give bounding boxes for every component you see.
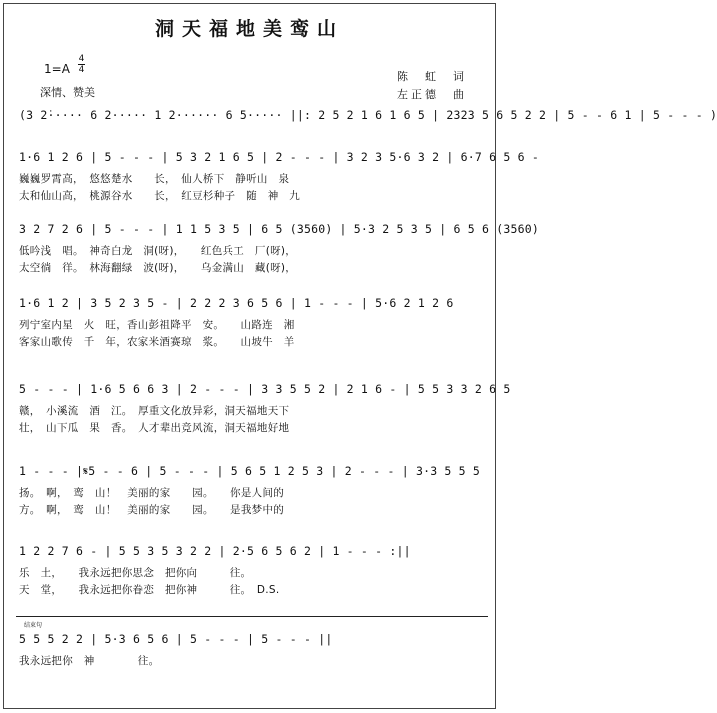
lyricist-credit: 陈 虹 词 (397, 70, 467, 83)
system-1 (19, 108, 717, 122)
notation-line: 5 5 5 2 2 | 5·3 6 5 6 | 5 - - - | 5 - - - || (19, 632, 333, 646)
lyric-verse-1: 列宁室内星 火 旺，香山彭祖降平 安。 山路连 湘 (19, 319, 295, 331)
coda-bracket (16, 616, 488, 617)
system-6 (19, 464, 489, 518)
score-page (3, 3, 717, 709)
system-3 (19, 222, 540, 276)
lyric-verse-2: 太空徜 徉。 林海翻绿 波(呀)， 乌金满山 藏(呀)， (19, 262, 297, 274)
lyric-verse-2: 太和仙山高， 桃源谷水 长， 红豆杉种子 随 神 九 (19, 190, 301, 202)
lyric-verse-1: 低吟浅 唱。 神奇白龙 洞(呀)， 红色兵工 厂(呀)， (19, 245, 297, 257)
lyric-verse-2: 天 堂， 我永远把你眷恋 把你神 往。 D.S. (19, 584, 280, 596)
system-2 (19, 150, 540, 204)
system-8 (19, 632, 489, 669)
key-signature: 1=A (44, 62, 70, 76)
song-title: 洞天福地美鸾山 (154, 18, 344, 40)
composer-credit: 左正德 曲 (397, 88, 467, 101)
lyric-verse-2: 客家山歌传 千 年，农家米酒赛琼 浆。 山坡牛 羊 (19, 336, 295, 348)
system-7 (19, 544, 489, 598)
lyric-verse-2: 方。 啊， 鸾 山！ 美丽的家 园。 是我梦中的 (19, 504, 285, 516)
lyric-verse-2: 壮， 山下瓜 果 香。 人才辈出竞风流，洞天福地好地 (19, 422, 290, 434)
notation-line: 1 2 2 7 6 - | 5 5 3 5 3 2 2 | 2·5 6 5 6 2 | 1 - - - :|| (19, 544, 411, 558)
lyric-verse-1: 扬。 啊， 鸾 山！ 美丽的家 园。 你是人间的 (19, 487, 285, 499)
notation-line: 1·6 1 2 6 | 5 - - - | 5 3 2 1 6 5 | 2 - - - | 3 2 3 5·6 3 2 | 6·7 6 5 6 - (19, 150, 540, 164)
tempo-marking: 深情、赞美 (40, 86, 95, 99)
time-sig-top: 4 (78, 54, 85, 64)
time-sig-bottom: 4 (78, 65, 85, 75)
system-5 (19, 382, 511, 436)
lyric-verse-1: 巍巍罗霄高， 悠悠楚水 长， 仙人桥下 静听山 泉 (19, 173, 290, 185)
lyric-verse-1: 我永远把你 神 往。 (19, 655, 160, 667)
notation-line: 1 - - - |𝄋5 - - 6 | 5 - - - | 5 6 5 1 2 5 3 | 2 - - - | 3·3 5 5 5 (19, 464, 481, 478)
time-signature (78, 54, 85, 75)
notation-line: 1·6 1 2 | 3 5 2 3 5 - | 2 2 2 3 6 5 6 | 1 - - - | 5·6 2 1 2 6 (19, 296, 454, 310)
lyric-verse-1: 赣， 小溪流 酒 江。 厚重文化放异彩，洞天福地天下 (19, 405, 290, 417)
lyric-verse-1: 乐 土， 我永远把你思念 把你向 往。 (19, 567, 252, 579)
system-4 (19, 296, 489, 350)
notation-line: 3 2 7 2 6 | 5 - - - | 1 1 5 3 5 | 6 5 (3560) | 5·3 2 5 3 5 | 6 5 6 (3560) (19, 222, 540, 236)
coda-label: 结束句 (24, 622, 43, 629)
notation-line: (3 2̇····· 6 2····· 1 2······ 6 5····· ||: 2 5 2 1 6 1 6 5 | 2323 5 6 5 2 2 | 5 - - 6 1 | 5 - - - ) (19, 108, 717, 122)
notation-line: 5 - - - | 1·6 5 6 6 3 | 2 - - - | 3 3 5 5 2 | 2 1 6 - | 5 5 3 3 2 6 5 (19, 382, 511, 396)
